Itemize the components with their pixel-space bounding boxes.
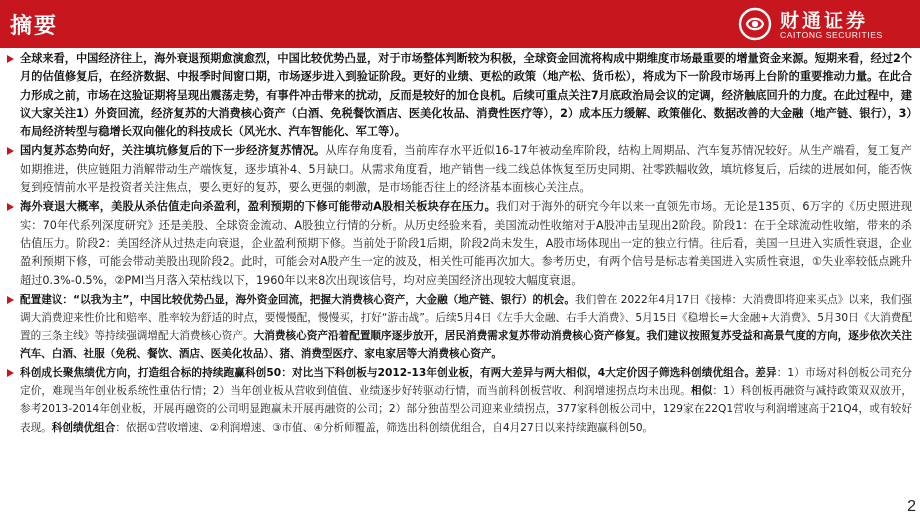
page-number: 2 xyxy=(907,498,916,515)
bullet-triangle-icon xyxy=(7,296,14,304)
bold-text-run: 全球来看，中国经济往上，海外衰退预期愈演愈烈，中国比较优势凸显，对于市场整体判断较为积极，全球资金回流将构成中期维度市场最重要的增量资金来源。短期来看，经过2个月的估值修复后，在经济数据、中报季时间窗口期，市场逐步进入到验证阶段。更好的业绩、更松的政策（地产松、货币松），将成为下一阶段市场再上台阶的重要推动力量。在此合力形成之前，市场在这验证期将呈现出震荡走势，有事件冲击带来的扰动，反而是较好的加仓良机。后续可重点关注7月底政治局会议的定调，经济触底回升的力度。在此过程中，建议大家关注1）外资回流，经济复苏的大消费核心资产（白酒、免税餐饮酒店、医美化妆品、消费性医疗等），2）成本压力缓解、政策催化、数据改善的大金融（地产链、银行），3）布局经济转型与稳增长双向催化的科技成长（风光水、汽车智能化、军工等）。 xyxy=(20,52,912,139)
bold-text-run: 国内复苏态势向好，关注填坑修复后的下一步经济复苏情况。 xyxy=(20,144,326,158)
summary-paragraph xyxy=(6,50,912,141)
header-bar xyxy=(0,0,920,48)
page-title: 摘要 xyxy=(10,14,59,39)
bullet-triangle-icon xyxy=(7,203,14,211)
logo-chinese-name: 财通证券 xyxy=(780,10,869,32)
text-run: 我们对于海外的研究今年以来一直领先市场。无论是135页、6万字的《历史照进现实：70年代系列深度研究》还是美股、全球资金流动、A股独立行情的分析。从历史经验来看，美国流动性收缩对于A股冲击呈现出2阶段。阶段1：在于全球流动性收缩，带来的杀估值压力。阶段2：美国经济从过热走向衰退，企业盈利预期下修。当前处于阶段1后期，阶段2尚未发生，A股市场体现出一定的独立行情。往后看，美国一旦进入实质性衰退，企业盈利预期下修，可能会带动美股出现阶段2。此时，可能会对A股产生一定的波及，相关性可能再次加大。参考历史，有两个信号是标志着美国进入实质性衰退，①失业率较低点跳升超过0.3%-0.5%，②PMI当月落入荣枯线以下，1960年以来8次出现该信号，均对应美国经济出现较大幅度衰退。 xyxy=(20,200,912,287)
logo-english-name: CAITONG SECURITIES xyxy=(780,30,883,40)
text-run: ：1）科创板再融资与减持政策双双放开，参考2013-2014年创业板，开展再融资的公司明显跑赢未开展再融资的公司；2）部分独苗型公司迎来业绩拐点，377家科创板公司中，129家在22Q1营收与利润增速高于21Q4，或有较好表现。 xyxy=(20,385,913,434)
bullet-triangle-icon xyxy=(7,369,14,377)
summary-paragraph xyxy=(6,198,912,289)
caitong-logo-icon xyxy=(738,7,772,41)
text-run: ：1）市场对科创板公司充分定价，难现当年创业板系统性重估行情；2）当年创业板从营收到值值、业绩逐步好转驱动行情，而当前科创板营收、利润增速拐点均未出现。 xyxy=(20,367,913,398)
company-logo xyxy=(738,5,898,43)
bold-text-run: 配置建议：“以我为主”，中国比较优势凸显，海外资金回流，把握大消费核心资产，大金融（地产链、银行）的机会。 xyxy=(20,293,575,306)
bold-text-run: 大消费核心资产沿着配置顺序逐步放开，居民消费需求复苏带动消费核心资产修复。我们建议按照复苏受益和高景气度的方向，逐步依次关注汽车、白酒、社服（免税、餐饮、酒店、医美化妆品）、猪、消费型医疗、家电家居等大消费核心资产。 xyxy=(20,330,912,361)
summary-paragraph xyxy=(6,291,912,363)
text-run: ：依据①营收增速、②利润增速、③市值、④分析师覆盖，筛选出科创绩优组合，自4月27日以来持续跑赢科创50。 xyxy=(115,421,654,434)
summary-content xyxy=(6,50,912,438)
bold-text-run: 海外衰退大概率，美股从杀估值走向杀盈利，盈利预期的下修可能带动A股相关板块存在压力。 xyxy=(20,200,496,214)
bullet-triangle-icon xyxy=(7,55,14,63)
bold-text-run: 差异 xyxy=(755,367,777,380)
text-run: 我们曾在 2022年4月17日《接棒：大消费即将迎来买点》以来，我们强调大消费迎来性价比和赔率、胜率较为舒适的时点，要慢慢配，慢慢买，打好“游击战”。后续5月4日《左手大金融、右手大消费》、5月15日《稳增长=大金融+大消费》、5月30日《大消费配置的三条主线》等持续强调增配大消费核心资产。 xyxy=(20,293,913,343)
bold-text-run: 科创绩优组合 xyxy=(51,421,116,434)
bullet-triangle-icon xyxy=(7,147,14,155)
summary-paragraph xyxy=(6,364,912,436)
summary-paragraph xyxy=(6,142,912,197)
text-run: 从库存角度看，当前库存水平近似16-17年被动垒库阶段，结构上周期品、汽车复苏情况较好。从生产端看，复工复产如期推进，供应链阻力消解带动生产端恢复，逐步填补4、5月缺口。从需求角度看，地产销售一线二线总体恢复至历史同期、社零跌幅收敛，填坑修复后，后续的进展如何，能否恢复到疫情前水平是投资者关注焦点，要么更好的复苏，要么更强的刺激，是市场能否往上的经济基本面核心关注点。 xyxy=(20,144,912,195)
bold-text-run: 相似 xyxy=(690,385,713,398)
bold-text-run: 科创成长聚焦绩优方向，打造组合标的持续跑赢科创50：对比当下科创板与2012-13年创业板，有两大差异与两大相似，4大定价因子筛选科创绩优组合。 xyxy=(20,367,756,380)
